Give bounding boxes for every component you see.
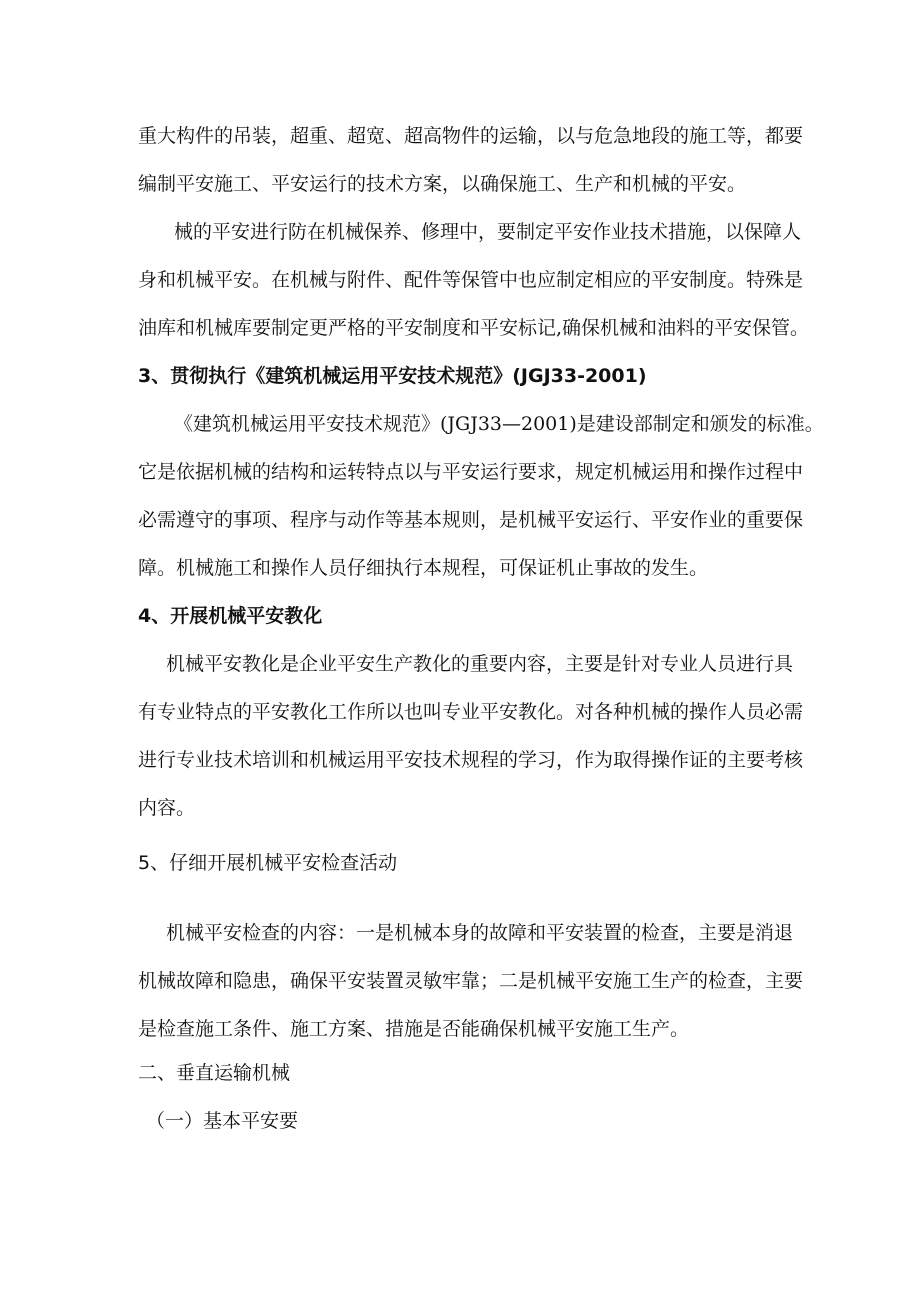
paragraph-line: 机械平安检查的内容：一是机械本身的故障和平安装置的检查，主要是消退: [166, 922, 794, 944]
paragraph-line: 有专业特点的平安教化工作所以也叫专业平安教化。对各种机械的操作人员必需: [138, 701, 804, 723]
paragraph-line: 进行专业技术培训和机械运用平安技术规程的学习，作为取得操作证的主要考核: [138, 749, 804, 771]
paragraph-line: 障。机械施工和操作人员仔细执行本规程，可保证机止事故的发生。: [138, 557, 709, 579]
paragraph-line: 《建筑机械运用平安技术规范》(JGJ33—2001)是建设部制定和颁发的标准。: [174, 413, 824, 435]
paragraph-line: 机械平安教化是企业平安生产教化的重要内容，主要是针对专业人员进行具: [166, 653, 794, 675]
section-heading-3: 3、贯彻执行《建筑机械运用平安技术规范》(JGJ33-2001): [138, 365, 647, 387]
paragraph-line: 身和机械平安。在机械与附件、配件等保管中也应制定相应的平安制度。特殊是: [138, 269, 804, 291]
paragraph-line: 编制平安施工、平安运行的技术方案，以确保施工、生产和机械的平安。: [138, 173, 747, 195]
section-heading-4: 4、开展机械平安教化: [138, 605, 323, 627]
paragraph-line: 油库和机械库要制定更严格的平安制度和平安标记,确保机械和油料的平安保管。: [138, 317, 810, 339]
section-heading-5: 5、仔细开展机械平安检查活动: [138, 852, 398, 874]
paragraph-line: 必需遵守的事项、程序与动作等基本规则，是机械平安运行、平安作业的重要保: [138, 509, 804, 531]
paragraph-line: 械的平安进行防在机械保养、修理中，要制定平安作业技术措施，以保障人: [174, 221, 802, 243]
paragraph-line: 是检查施工条件、施工方案、措施是否能确保机械平安施工生产。: [138, 1018, 690, 1040]
paragraph-line: 机械故障和隐患，确保平安装置灵敏牢靠；二是机械平安施工生产的检查，主要: [138, 970, 804, 992]
subsection-heading: （一）基本平安要: [146, 1110, 299, 1132]
paragraph-line: 内容。: [138, 797, 196, 819]
paragraph-line: 重大构件的吊装，超重、超宽、超高物件的运输，以与危急地段的施工等，都要: [138, 125, 804, 147]
chapter-heading: 二、垂直运输机械: [138, 1062, 291, 1084]
paragraph-line: 它是依据机械的结构和运转特点以与平安运行要求，规定机械运用和操作过程中: [138, 461, 804, 483]
